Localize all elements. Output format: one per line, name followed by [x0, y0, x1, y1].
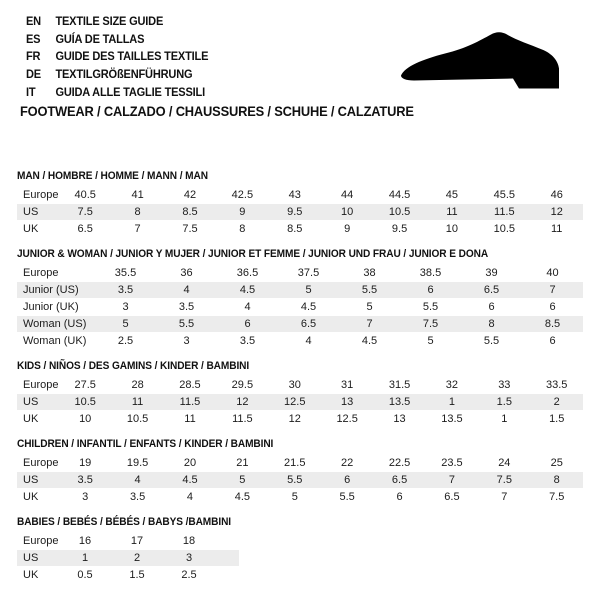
legend-row-it	[26, 84, 208, 102]
size-cell: 5.5	[461, 333, 522, 350]
size-cell: 22	[321, 455, 373, 472]
section-title: CHILDREN / INFANTIL / ENFANTS / KINDER / BAMBINI	[17, 438, 274, 450]
size-cell: 12	[216, 394, 268, 411]
table-row	[17, 394, 583, 411]
size-cell: 23.5	[426, 455, 478, 472]
lang-title: TEXTILGRÖßENFÜHRUNG	[55, 67, 193, 82]
size-cell: 6.5	[426, 489, 478, 506]
size-cell: 36	[156, 265, 217, 282]
size-cell: 8.5	[522, 316, 583, 333]
size-cell: 1.5	[111, 567, 163, 584]
size-cell: 9.5	[269, 204, 321, 221]
size-cell: 7.5	[59, 204, 111, 221]
size-cell: 6.5	[278, 316, 339, 333]
lang-title: GUIDE DES TAILLES TEXTILE	[55, 49, 209, 64]
table-row	[17, 299, 583, 316]
size-cell: 43	[269, 187, 321, 204]
size-cell: 32	[426, 377, 478, 394]
size-cell: 5	[400, 333, 461, 350]
table-row	[17, 472, 583, 489]
row-label: UK	[17, 411, 59, 428]
size-cell: 3	[59, 489, 111, 506]
row-label: Europe	[17, 455, 59, 472]
row-label: US	[17, 204, 59, 221]
size-cell: 41	[111, 187, 163, 204]
kids-size-table	[17, 377, 583, 428]
size-cell: 1	[478, 411, 530, 428]
size-cell: 6	[217, 316, 278, 333]
size-cell: 12.5	[269, 394, 321, 411]
size-cell: 11	[426, 204, 478, 221]
size-cell: 13.5	[426, 411, 478, 428]
lang-code: DE	[26, 67, 41, 82]
size-cell: 7	[339, 316, 400, 333]
size-cell: 9	[321, 221, 373, 238]
size-cell: 8.5	[164, 204, 216, 221]
size-cell: 7	[111, 221, 163, 238]
size-cell: 7.5	[531, 489, 583, 506]
size-cell: 12	[269, 411, 321, 428]
table-row	[17, 221, 583, 238]
babies-size-table	[17, 533, 239, 584]
row-label: Europe	[17, 533, 59, 550]
size-cell	[215, 533, 239, 550]
table-row	[17, 333, 583, 350]
size-cell: 2	[111, 550, 163, 567]
section-babies	[17, 516, 583, 584]
size-cell: 5	[216, 472, 268, 489]
size-cell: 31	[321, 377, 373, 394]
size-cell: 44	[321, 187, 373, 204]
size-cell: 45.5	[478, 187, 530, 204]
table-row	[17, 204, 583, 221]
size-cell: 24	[478, 455, 530, 472]
size-cell	[215, 550, 239, 567]
table-row	[17, 411, 583, 428]
size-cell: 5.5	[321, 489, 373, 506]
size-cell: 4	[111, 472, 163, 489]
row-label: US	[17, 472, 59, 489]
section-junior-woman	[17, 248, 583, 350]
size-cell: 11	[531, 221, 583, 238]
size-cell: 1	[59, 550, 111, 567]
size-cell: 0.5	[59, 567, 111, 584]
size-cell: 4.5	[278, 299, 339, 316]
size-cell: 4	[156, 282, 217, 299]
size-cell: 5	[95, 316, 156, 333]
category-heading: FOOTWEAR / CALZADO / CHAUSSURES / SCHUHE / CALZATURE	[20, 103, 414, 119]
size-cell: 4.5	[217, 282, 278, 299]
section-title: JUNIOR & WOMAN / JUNIOR Y MUJER / JUNIOR ET FEMME / JUNIOR UND FRAU / JUNIOR E DONA	[17, 248, 489, 260]
size-cell: 46	[531, 187, 583, 204]
section-title: BABIES / BEBÉS / BÉBÉS / BABYS /BAMBINI	[17, 516, 232, 528]
size-cell: 4.5	[164, 472, 216, 489]
size-cell: 10	[59, 411, 111, 428]
size-cell: 12.5	[321, 411, 373, 428]
table-row	[17, 455, 583, 472]
size-cell: 33.5	[531, 377, 583, 394]
row-label: Europe	[17, 265, 95, 282]
size-cell: 7	[522, 282, 583, 299]
size-cell: 30	[269, 377, 321, 394]
size-cell: 2	[531, 394, 583, 411]
size-cell: 7	[478, 489, 530, 506]
size-tables	[17, 170, 583, 594]
size-cell: 4.5	[216, 489, 268, 506]
size-cell: 8	[531, 472, 583, 489]
row-label: UK	[17, 221, 59, 238]
size-cell: 21.5	[269, 455, 321, 472]
table-row	[17, 282, 583, 299]
table-row	[17, 265, 583, 282]
size-cell: 4	[217, 299, 278, 316]
table-row	[17, 489, 583, 506]
size-cell: 7.5	[400, 316, 461, 333]
size-cell: 42.5	[216, 187, 268, 204]
size-cell: 40	[522, 265, 583, 282]
size-cell: 3.5	[156, 299, 217, 316]
size-cell: 28	[111, 377, 163, 394]
size-cell: 8	[461, 316, 522, 333]
lang-title: TEXTILE SIZE GUIDE	[55, 14, 164, 28]
size-cell: 13	[373, 411, 425, 428]
lang-title: GUIDA ALLE TAGLIE TESSILI	[55, 84, 205, 99]
legend-row-en	[26, 13, 208, 31]
lang-title: GUÍA DE TALLAS	[55, 31, 145, 46]
table-row	[17, 316, 583, 333]
size-cell: 4.5	[339, 333, 400, 350]
size-cell: 22.5	[373, 455, 425, 472]
table-row	[17, 187, 583, 204]
size-cell: 11	[164, 411, 216, 428]
size-cell: 11.5	[164, 394, 216, 411]
size-cell: 6	[373, 489, 425, 506]
size-cell: 10	[426, 221, 478, 238]
lang-code: EN	[26, 14, 41, 28]
size-cell: 20	[164, 455, 216, 472]
size-cell: 10.5	[478, 221, 530, 238]
shoe-icon	[398, 30, 576, 93]
table-row	[17, 377, 583, 394]
size-cell: 28.5	[164, 377, 216, 394]
size-cell: 45	[426, 187, 478, 204]
lang-code: IT	[26, 84, 36, 99]
size-cell: 6.5	[461, 282, 522, 299]
size-cell: 5.5	[400, 299, 461, 316]
size-cell: 38	[339, 265, 400, 282]
size-cell: 6	[522, 333, 583, 350]
size-cell: 2.5	[163, 567, 215, 584]
size-cell: 31.5	[373, 377, 425, 394]
size-cell: 19	[59, 455, 111, 472]
size-cell: 6.5	[373, 472, 425, 489]
row-label: Junior (UK)	[17, 299, 95, 316]
size-cell: 6	[522, 299, 583, 316]
section-title: KIDS / NIÑOS / DES GAMINS / KINDER / BAMBINI	[17, 360, 250, 372]
size-cell: 17	[111, 533, 163, 550]
section-kids	[17, 360, 583, 428]
size-cell: 40.5	[59, 187, 111, 204]
size-cell: 13	[321, 394, 373, 411]
size-cell: 1.5	[478, 394, 530, 411]
size-cell: 5.5	[269, 472, 321, 489]
row-label: UK	[17, 567, 59, 584]
table-row	[17, 533, 239, 550]
size-cell: 8.5	[269, 221, 321, 238]
size-cell: 10.5	[59, 394, 111, 411]
size-cell: 42	[164, 187, 216, 204]
size-cell: 5	[339, 299, 400, 316]
size-cell: 27.5	[59, 377, 111, 394]
size-cell: 5.5	[339, 282, 400, 299]
size-cell: 38.5	[400, 265, 461, 282]
size-cell: 16	[59, 533, 111, 550]
size-cell: 3.5	[111, 489, 163, 506]
size-cell: 3	[95, 299, 156, 316]
size-cell: 8	[111, 204, 163, 221]
size-cell: 13.5	[373, 394, 425, 411]
lang-code: ES	[26, 31, 41, 46]
size-cell: 4	[164, 489, 216, 506]
size-cell: 1	[426, 394, 478, 411]
size-cell: 11.5	[478, 204, 530, 221]
size-cell: 9	[216, 204, 268, 221]
size-cell: 25	[531, 455, 583, 472]
section-children	[17, 438, 583, 506]
size-cell: 2.5	[95, 333, 156, 350]
size-cell: 3	[156, 333, 217, 350]
size-cell: 5	[269, 489, 321, 506]
children-size-table	[17, 455, 583, 506]
language-legend	[26, 13, 224, 102]
size-cell	[215, 567, 239, 584]
legend-row-de	[26, 66, 208, 84]
section-title: MAN / HOMBRE / HOMME / MANN / MAN	[17, 170, 208, 182]
legend-row-es	[26, 31, 208, 49]
size-cell: 21	[216, 455, 268, 472]
row-label: Europe	[17, 377, 59, 394]
size-cell: 37.5	[278, 265, 339, 282]
size-cell: 6.5	[59, 221, 111, 238]
size-cell: 10.5	[373, 204, 425, 221]
size-cell: 29.5	[216, 377, 268, 394]
lang-code: FR	[26, 49, 41, 64]
size-cell: 3.5	[95, 282, 156, 299]
legend-row-fr	[26, 48, 208, 66]
size-cell: 33	[478, 377, 530, 394]
man-size-table	[17, 187, 583, 238]
size-cell: 5.5	[156, 316, 217, 333]
size-cell: 3.5	[217, 333, 278, 350]
size-cell: 35.5	[95, 265, 156, 282]
size-cell: 6	[321, 472, 373, 489]
size-cell: 18	[163, 533, 215, 550]
size-cell: 19.5	[111, 455, 163, 472]
size-cell: 11.5	[216, 411, 268, 428]
junior-woman-size-table	[17, 265, 583, 350]
size-cell: 9.5	[373, 221, 425, 238]
size-cell: 44.5	[373, 187, 425, 204]
row-label: US	[17, 550, 59, 567]
size-cell: 12	[531, 204, 583, 221]
size-cell: 11	[111, 394, 163, 411]
size-cell: 3	[163, 550, 215, 567]
size-cell: 7.5	[164, 221, 216, 238]
size-cell: 7.5	[478, 472, 530, 489]
row-label: Junior (US)	[17, 282, 95, 299]
size-cell: 3.5	[59, 472, 111, 489]
size-cell: 8	[216, 221, 268, 238]
table-row	[17, 550, 239, 567]
size-cell: 39	[461, 265, 522, 282]
row-label: Woman (UK)	[17, 333, 95, 350]
size-cell: 10	[321, 204, 373, 221]
row-label: Europe	[17, 187, 59, 204]
size-cell: 6	[461, 299, 522, 316]
row-label: Woman (US)	[17, 316, 95, 333]
row-label: US	[17, 394, 59, 411]
size-cell: 4	[278, 333, 339, 350]
size-cell: 7	[426, 472, 478, 489]
row-label: UK	[17, 489, 59, 506]
size-cell: 6	[400, 282, 461, 299]
size-cell: 36.5	[217, 265, 278, 282]
section-man	[17, 170, 583, 238]
size-cell: 5	[278, 282, 339, 299]
size-cell: 1.5	[531, 411, 583, 428]
size-cell: 10.5	[111, 411, 163, 428]
table-row	[17, 567, 239, 584]
